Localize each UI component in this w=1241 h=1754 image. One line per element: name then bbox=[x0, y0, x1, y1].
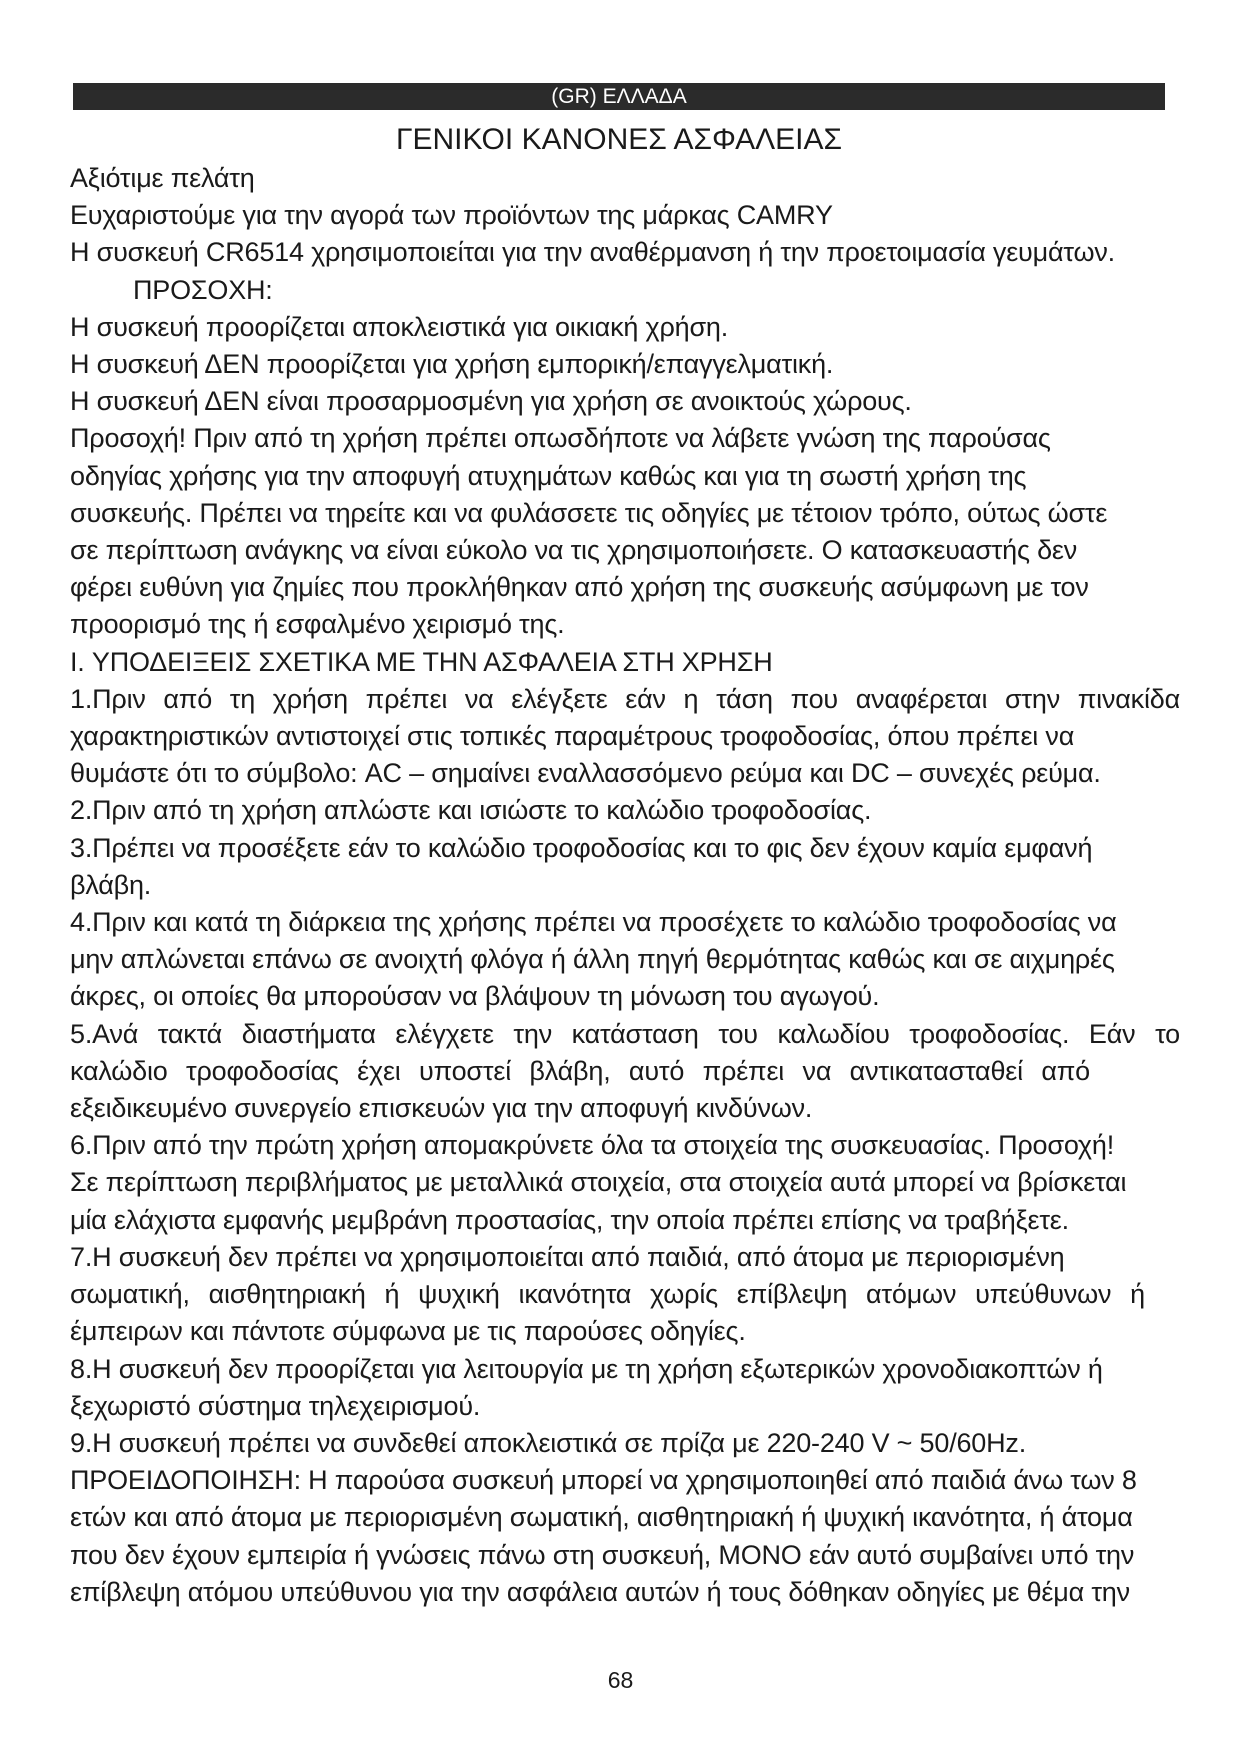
list-item-6-line: Σε περίπτωση περιβλήματος με μεταλλικά στοιχεία, στα στοιχεία αυτά μπορεί να βρίσκεται bbox=[70, 1167, 1127, 1198]
language-bar: (GR) ΕΛΛΑΔΑ bbox=[73, 83, 1165, 110]
list-item-6-line: 6.Πριν από την πρώτη χρήση απομακρύνετε όλα τα στοιχεία της συσκευασίας. Προσοχή! bbox=[70, 1130, 1114, 1161]
warning-paragraph-line: φέρει ευθύνη για ζημίες που προκλήθηκαν από χρήση της συσκευής ασύμφωνη με τον bbox=[70, 572, 1089, 603]
attention-label: ΠΡΟΣΟΧΗ: bbox=[133, 274, 273, 305]
list-item-4-line: μην απλώνεται επάνω σε ανοιχτή φλόγα ή άλλη πηγή θερμότητας καθώς και σε αιχμηρές bbox=[70, 944, 1115, 975]
usage-line: Η συσκευή CR6514 χρησιμοποιείται για την αναθέρμανση ή την προετοιμασία γευμάτων. bbox=[70, 237, 1115, 268]
list-item-2-line: 2.Πριν από τη χρήση απλώστε και ισιώστε το καλώδιο τροφοδοσίας. bbox=[70, 795, 872, 826]
list-item-9-line: 9.Η συσκευή πρέπει να συνδεθεί αποκλειστικά σε πρίζα με 220-240 V ~ 50/60Hz. bbox=[70, 1427, 1027, 1458]
section-heading: I. ΥΠΟΔΕΙΞΕΙΣ ΣΧΕΤΙΚΑ ΜΕ ΤΗΝ ΑΣΦΑΛΕΙΑ ΣΤΗ ΧΡΗΣΗ bbox=[70, 646, 773, 677]
warning-paragraph-line: οδηγίας χρήσης για την αποφυγή ατυχημάτων καθώς και για τη σωστή χρήση της bbox=[70, 460, 1027, 491]
list-item-1-line: 1.Πριν από τη χρήση πρέπει να ελέγξετε εάν η τάση που αναφέρεται στην πινακίδα bbox=[70, 683, 1180, 714]
document-body bbox=[70, 160, 1180, 1611]
not-commercial-line: Η συσκευή ΔΕΝ προορίζεται για χρήση εμπορική/επαγγελματική. bbox=[70, 349, 834, 380]
page-title: ΓΕΝΙΚΟΙ ΚΑΝΟΝΕΣ ΑΣΦΑΛΕΙΑΣ bbox=[395, 123, 843, 156]
page-number: 68 bbox=[607, 1667, 634, 1693]
warning-paragraph-line: Προσοχή! Πριν από τη χρήση πρέπει οπωσδήποτε να λάβετε γνώση της παρούσας bbox=[70, 423, 1051, 454]
warning-paragraph-line: συσκευής. Πρέπει να τηρείτε και να φυλάσσετε τις οδηγίες με τέτοιον τρόπο, ούτως ώστε bbox=[70, 497, 1108, 528]
greeting: Αξιότιμε πελάτη bbox=[70, 163, 255, 193]
warning-paragraph-line: σε περίπτωση ανάγκης να είναι εύκολο να τις χρησιμοποιήσετε. Ο κατασκευαστής δεν bbox=[70, 535, 1078, 566]
caution-paragraph-line: επίβλεψη ατόμου υπεύθυνου για την ασφάλεια αυτών ή τους δόθηκαν οδηγίες με θέμα την bbox=[70, 1576, 1130, 1607]
list-item-1-line: χαρακτηριστικών αντιστοιχεί στις τοπικές παραμέτρους τροφοδοσίας, όπου πρέπει να bbox=[70, 721, 1075, 752]
list-item-4-line: άκρες, οι οποίες θα μπορούσαν να βλάψουν τη μόνωση του αγωγού. bbox=[70, 981, 880, 1012]
warning-paragraph-line: προορισμό της ή εσφαλμένο χειρισμό της. bbox=[70, 609, 565, 640]
list-item-1-line: θυμάστε ότι το σύμβολο: AC – σημαίνει εναλλασσόμενο ρεύμα και DC – συνεχές ρεύμα. bbox=[70, 758, 1101, 789]
list-item-7-line: 7.Η συσκευή δεν πρέπει να χρησιμοποιείται από παιδιά, από άτομα με περιορισμένη bbox=[70, 1241, 1065, 1272]
list-item-7-line: έμπειρων και πάντοτε σύμφωνα με τις παρούσες οδηγίες. bbox=[70, 1316, 746, 1347]
caution-paragraph-line: που δεν έχουν εμπειρία ή γνώσεις πάνω στη συσκευή, ΜΟΝΟ εάν αυτό συμβαίνει υπό την bbox=[70, 1539, 1135, 1570]
list-item-4-line: 4.Πριν και κατά τη διάρκεια της χρήσης πρέπει να προσέχετε το καλώδιο τροφοδοσίας να bbox=[70, 907, 1117, 938]
not-outdoor-line: Η συσκευή ΔΕΝ είναι προσαρμοσμένη για χρήση σε ανοικτούς χώρους. bbox=[70, 386, 912, 417]
list-item-5-line: εξειδικευμένο συνεργείο επισκευών για την αποφυγή κινδύνων. bbox=[70, 1093, 813, 1124]
list-item-8-line: ξεχωριστό σύστημα τηλεχειρισμού. bbox=[70, 1390, 481, 1421]
list-item-3-line: βλάβη. bbox=[70, 869, 152, 900]
caution-paragraph-line: ετών και από άτομα με περιορισμένη σωματική, αισθητηριακή ή ψυχική ικανότητα, ή άτομα bbox=[70, 1502, 1133, 1533]
household-line: Η συσκευή προορίζεται αποκλειστικά για οικιακή χρήση. bbox=[70, 311, 729, 342]
list-item-7-line: σωματική, αισθητηριακή ή ψυχική ικανότητα χωρίς επίβλεψη ατόμων υπεύθυνων ή bbox=[70, 1279, 1145, 1310]
list-item-3-line: 3.Πρέπει να προσέξετε εάν το καλώδιο τροφοδοσίας και το φις δεν έχουν καμία εμφανή bbox=[70, 832, 1093, 863]
caution-paragraph-line: ΠΡΟΕΙΔΟΠΟΙΗΣΗ: Η παρούσα συσκευή μπορεί να χρησιμοποιηθεί από παιδιά άνω των 8 bbox=[70, 1465, 1137, 1496]
list-item-8-line: 8.Η συσκευή δεν προορίζεται για λειτουργία με τη χρήση εξωτερικών χρονοδιακοπτών ή bbox=[70, 1353, 1103, 1384]
list-item-5-line: 5.Ανά τακτά διαστήματα ελέγχετε την κατάσταση του καλωδίου τροφοδοσίας. Εάν το bbox=[70, 1018, 1180, 1049]
list-item-6-line: μία ελάχιστα εμφανής μεμβράνη προστασίας, την οποία πρέπει επίσης να τραβήξετε. bbox=[70, 1204, 1069, 1235]
list-item-5-line: καλώδιο τροφοδοσίας έχει υποστεί βλάβη, αυτό πρέπει να αντικατασταθεί από bbox=[70, 1055, 1090, 1086]
thanks-line: Ευχαριστούμε για την αγορά των προϊόντων της μάρκας CAMRY bbox=[70, 200, 833, 231]
